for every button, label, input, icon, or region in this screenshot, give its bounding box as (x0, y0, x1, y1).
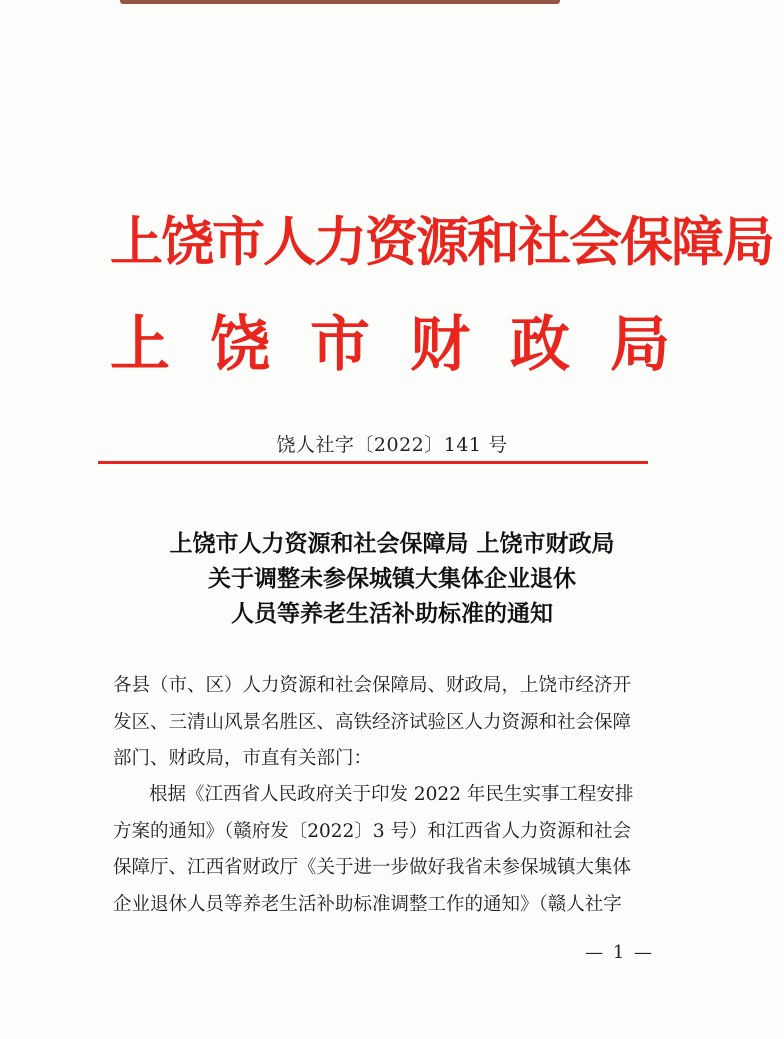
masthead-char: 上 (110, 310, 170, 380)
paragraph-line: 根据《江西省人民政府关于印发 2022 年民生实事工程安排 (149, 784, 634, 805)
paragraph-line: 保障厅、江西省财政厅《关于进一步做好我省未参保城镇大集体 (113, 857, 632, 879)
masthead-issuer-1: 上饶市人力资源和社会保障局 (110, 212, 773, 273)
page-number: — 1 — (585, 942, 654, 963)
red-separator-line (98, 461, 648, 464)
title-line: 关于调整未参保城镇大集体企业退休 (208, 566, 576, 592)
addressee-line: 各县（市、区）人力资源和社会保障局、财政局，上饶市经济开 (113, 675, 632, 696)
title-line: 上饶市人力资源和社会保障局 上饶市财政局 (169, 531, 615, 557)
paragraph-line: 企业退休人员等养老生活补助标准调整工作的通知》（赣人社字 (113, 893, 622, 915)
paragraph-line: 方案的通知》（赣府发〔2022〕3 号）和江西省人力资源和社会 (113, 820, 631, 842)
body-paragraph (113, 777, 653, 923)
masthead-char: 财 (410, 310, 470, 380)
addressee-block (113, 668, 653, 778)
masthead-char: 饶 (210, 310, 270, 380)
masthead-char: 政 (510, 310, 570, 380)
addressee-line: 部门、财政局，市直有关部门： (113, 748, 373, 770)
addressee-line: 发区、三清山风景名胜区、高铁经济试验区人力资源和社会保障 (113, 711, 632, 733)
page-top-edge (120, 0, 560, 4)
document-title (0, 527, 784, 632)
title-line: 人员等养老生活补助标准的通知 (231, 601, 553, 627)
masthead-issuer-2 (110, 305, 670, 385)
masthead-char: 局 (610, 310, 670, 380)
masthead-char: 市 (310, 310, 370, 380)
document-number: 饶人社字〔2022〕141 号 (276, 434, 508, 456)
